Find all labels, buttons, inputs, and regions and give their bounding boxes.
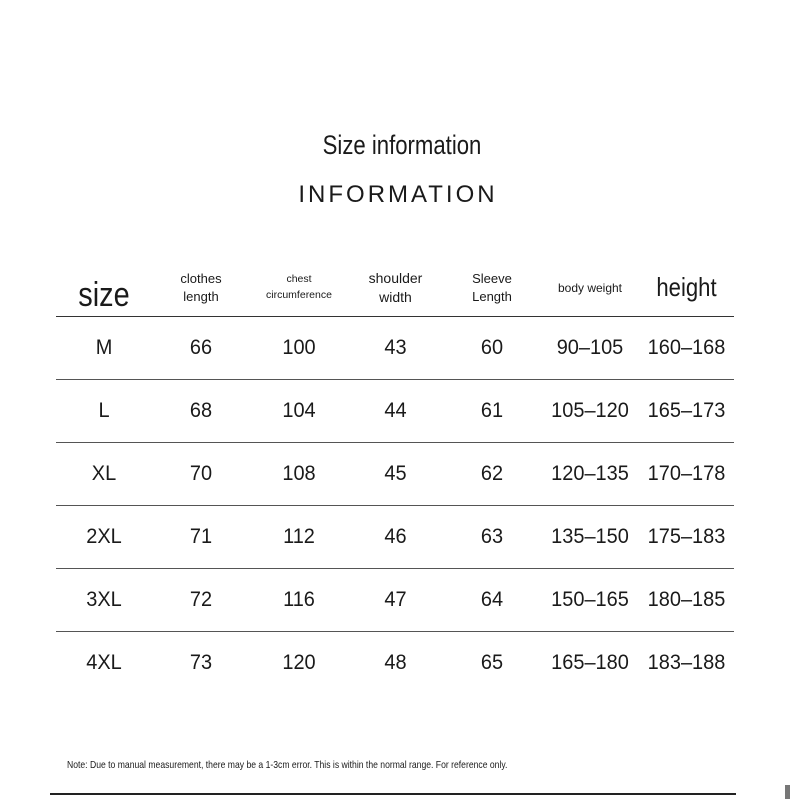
cell-chest: 100 — [282, 336, 316, 359]
edge-mark — [785, 785, 790, 799]
cell-shoulder: 46 — [384, 525, 407, 548]
cell-body-weight: 150–165 — [551, 588, 629, 611]
cell-sleeve: 64 — [480, 588, 504, 611]
cell-height: 175–183 — [647, 525, 726, 548]
header-shoulder-width: shoulder width — [368, 270, 423, 305]
cell-chest: 108 — [282, 462, 316, 485]
cell-shoulder: 43 — [384, 336, 407, 359]
cell-chest: 104 — [282, 399, 316, 422]
cell-sleeve: 61 — [480, 399, 504, 422]
cell-body-weight: 165–180 — [551, 651, 629, 674]
table-row — [56, 632, 734, 694]
cell-chest: 116 — [283, 588, 315, 611]
cell-clothes-length: 66 — [189, 336, 213, 359]
table-row — [56, 317, 734, 380]
table-header-row — [56, 260, 734, 317]
cell-sleeve: 60 — [480, 336, 504, 359]
cell-size: XL — [91, 462, 117, 485]
cell-shoulder: 47 — [384, 588, 407, 611]
header-body-weight: body weight — [557, 280, 623, 295]
cell-height: 160–168 — [647, 336, 726, 359]
cell-body-weight: 105–120 — [551, 399, 629, 422]
cell-body-weight: 90–105 — [556, 336, 624, 359]
cell-clothes-length: 70 — [189, 462, 213, 485]
cell-size: 4XL — [86, 651, 122, 674]
header-size: size — [78, 276, 130, 315]
cell-clothes-length: 71 — [189, 525, 213, 548]
cell-body-weight: 135–150 — [551, 525, 629, 548]
cell-clothes-length: 72 — [189, 588, 213, 611]
cell-clothes-length: 68 — [189, 399, 213, 422]
cell-sleeve: 63 — [480, 525, 504, 548]
cell-size: 2XL — [86, 525, 122, 548]
cell-size: M — [95, 336, 113, 359]
page-subtitle: INFORMATION — [298, 181, 498, 208]
cell-chest: 112 — [283, 525, 315, 548]
cell-clothes-length: 73 — [189, 651, 213, 674]
cell-sleeve: 65 — [480, 651, 504, 674]
header-chest-circumference: chest circumference — [266, 273, 332, 301]
measurement-note: Note: Due to manual measurement, there may be a 1-3cm error. This is within the normal range. For reference only. — [67, 759, 508, 771]
header-sleeve-length: Sleeve Length — [472, 271, 512, 304]
bottom-divider — [50, 793, 736, 795]
table-row — [56, 569, 734, 632]
cell-size: L — [98, 399, 110, 422]
cell-height: 180–185 — [647, 588, 726, 611]
cell-height: 183–188 — [647, 651, 726, 674]
table-row — [56, 380, 734, 443]
cell-height: 165–173 — [647, 399, 726, 422]
cell-shoulder: 44 — [384, 399, 407, 422]
table-row — [56, 443, 734, 506]
cell-shoulder: 45 — [384, 462, 407, 485]
table-row — [56, 506, 734, 569]
cell-size: 3XL — [86, 588, 122, 611]
cell-chest: 120 — [282, 651, 316, 674]
header-clothes-length: clothes length — [180, 271, 222, 304]
cell-body-weight: 120–135 — [551, 462, 629, 485]
size-chart-table — [56, 260, 734, 694]
cell-sleeve: 62 — [480, 462, 504, 485]
cell-height: 170–178 — [647, 462, 726, 485]
header-height: height — [656, 272, 717, 303]
cell-shoulder: 48 — [384, 651, 407, 674]
page-title: Size information — [322, 130, 482, 160]
